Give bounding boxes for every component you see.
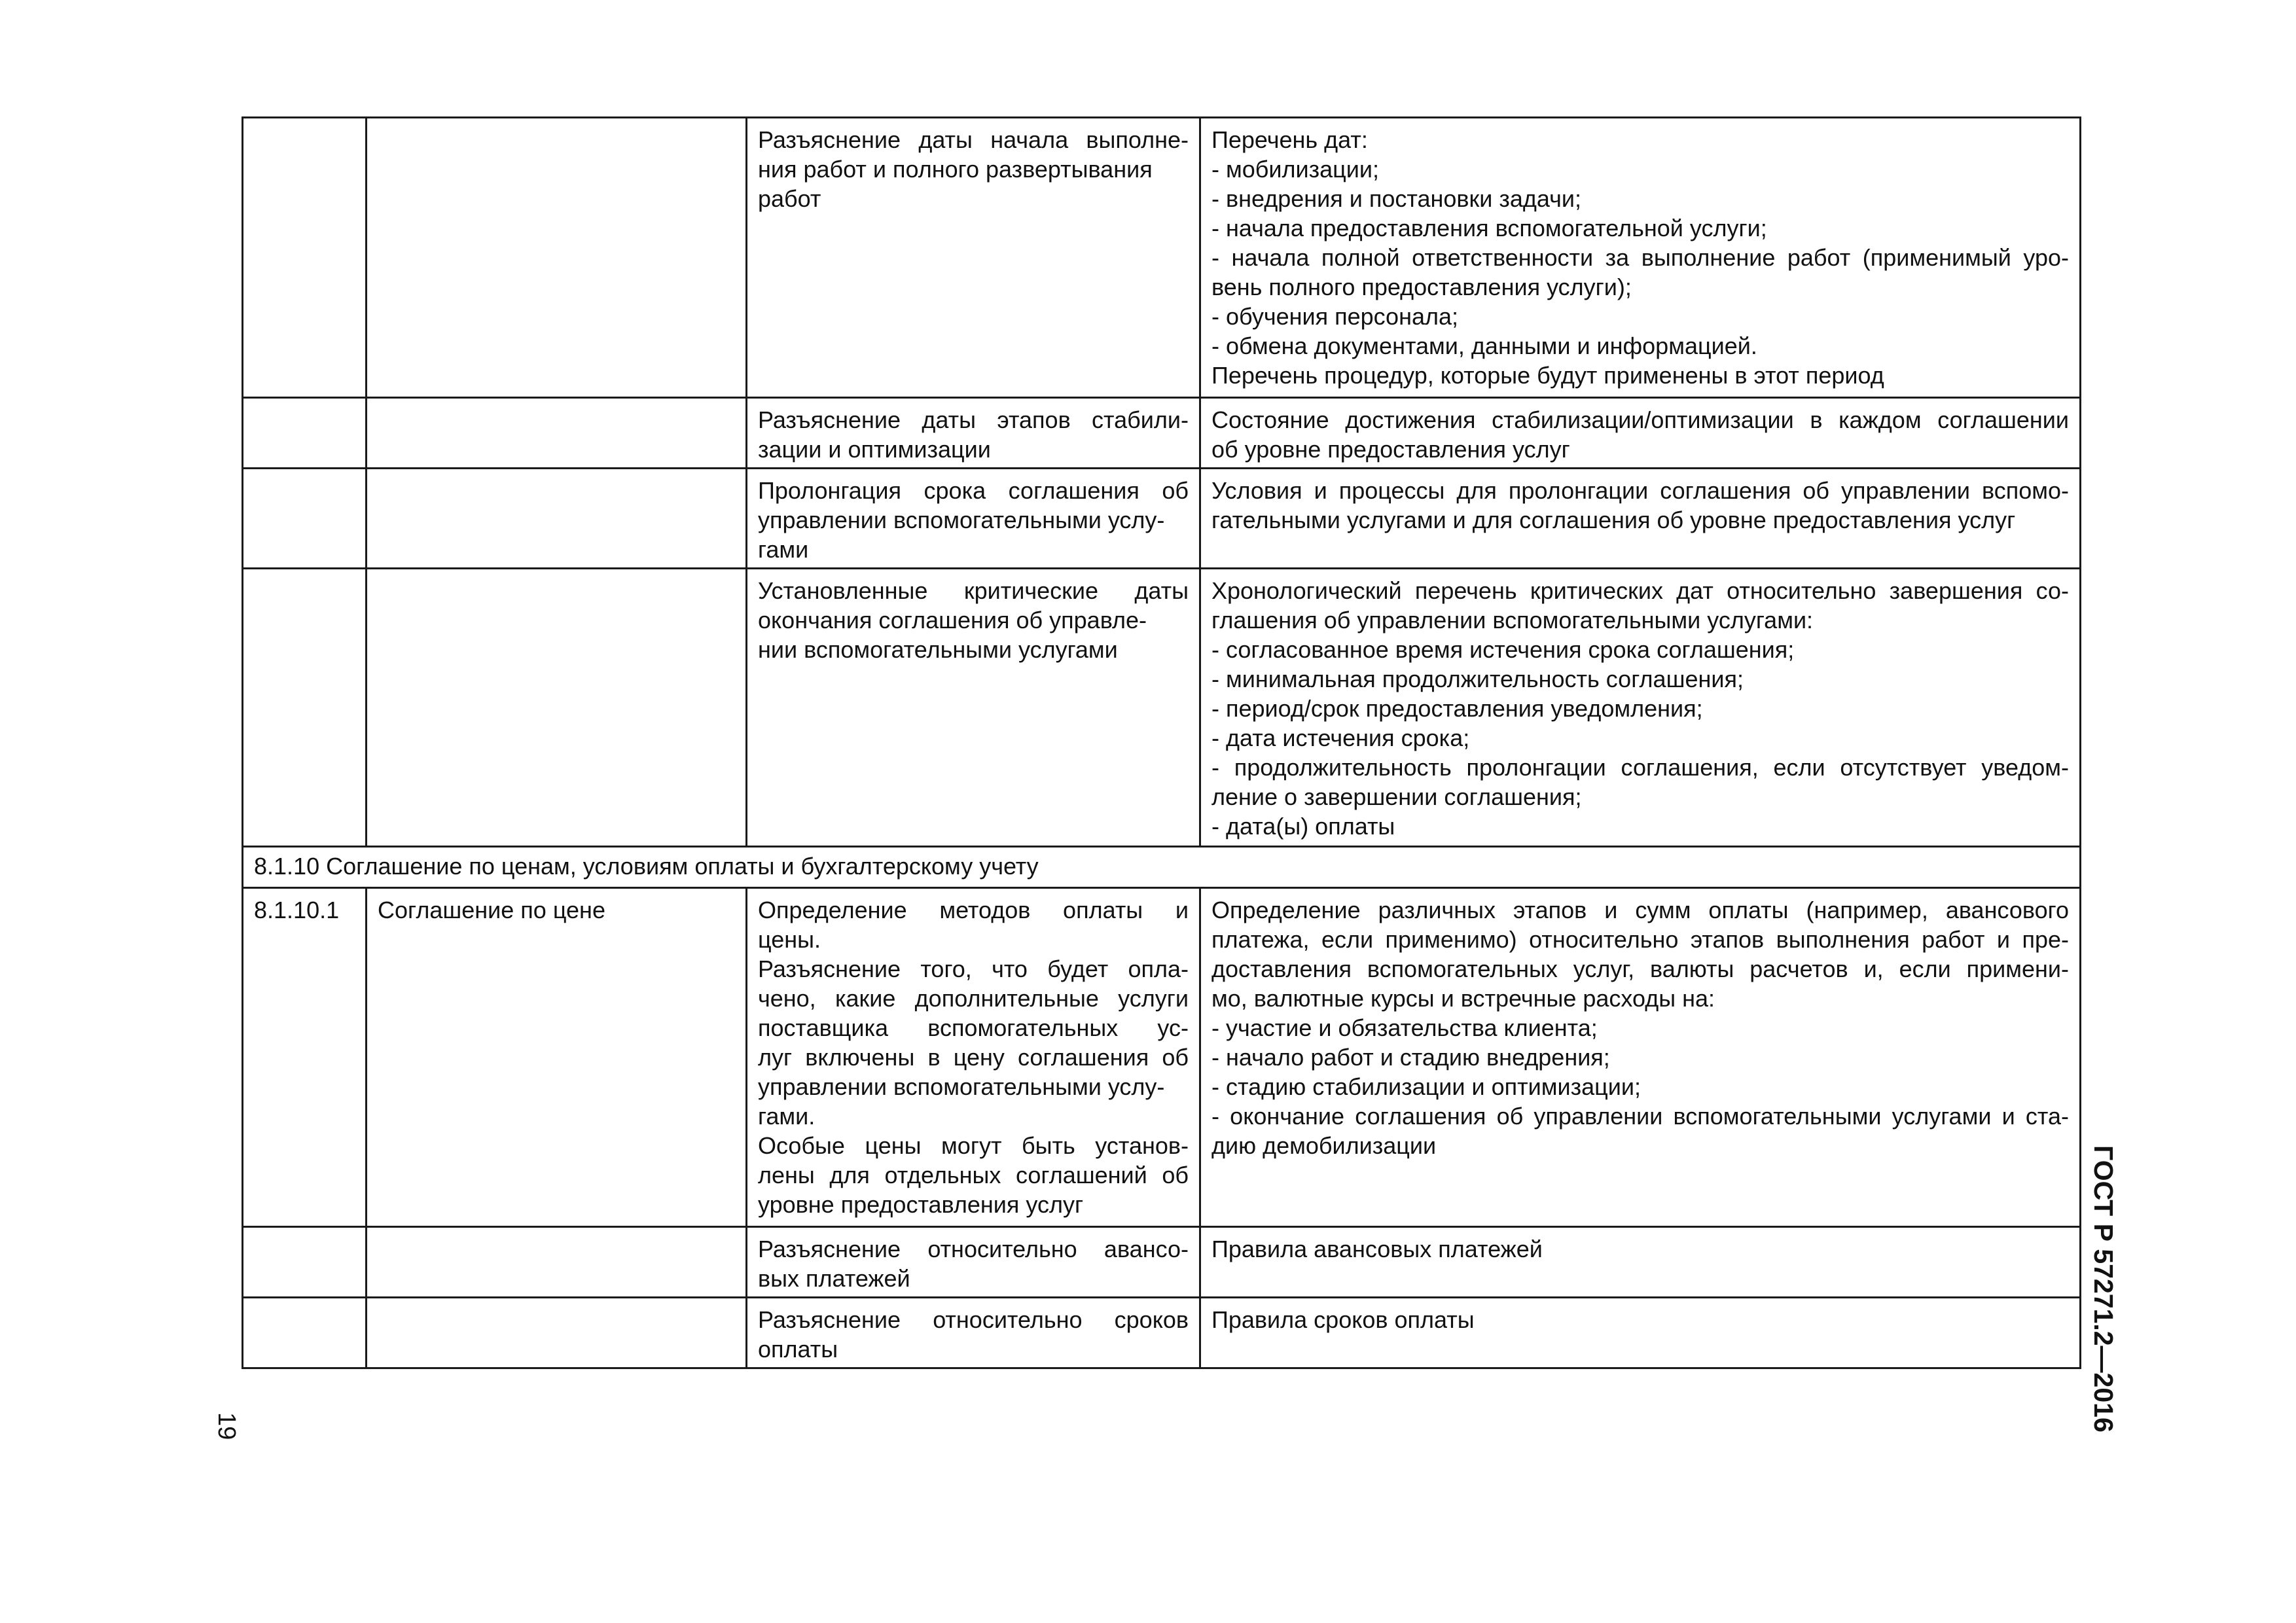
table-row <box>243 118 2081 398</box>
item-number-cell <box>243 398 367 469</box>
item-subject-cell <box>367 569 747 847</box>
item-content-cell <box>1200 118 2081 398</box>
content-line: Правила авансовых платежей <box>1211 1236 1543 1262</box>
item-topic-cell <box>747 1227 1200 1298</box>
content-line: ление о завершении соглашения; <box>1211 783 1582 810</box>
content-line: - начало работ и стадию внедрения; <box>1211 1044 1610 1071</box>
table-row <box>243 469 2081 569</box>
table-row <box>243 569 2081 847</box>
content-line: - дата(ы) оплаты <box>1211 813 1395 840</box>
topic-line: окончания соглашения об управле- <box>758 607 1147 633</box>
content-line: - начала предоставления вспомогательной услуги; <box>1211 215 1767 241</box>
content-line: Перечень дат: <box>1211 126 1368 153</box>
content-line: - обмена документами, данными и информацией. <box>1211 332 1757 359</box>
item-subject-cell <box>367 1298 747 1368</box>
topic-line: чено, какие дополнительные услуги <box>758 985 1189 1012</box>
topic-line: Установленные критические даты <box>758 577 1189 604</box>
content-line: доставления вспомогательных услуг, валюты расчетов и, если примени- <box>1211 955 2069 982</box>
content-line: об уровне предоставления услуг <box>1211 436 1570 463</box>
topic-line: лены для отдельных соглашений об <box>758 1162 1189 1188</box>
topic-line: нии вспомогательными услугами <box>758 636 1118 663</box>
document-code: ГОСТ Р 57271.2—2016 <box>2089 1145 2119 1433</box>
content-line: Условия и процессы для пролонгации соглашения об управлении вспомо- <box>1211 477 2069 504</box>
topic-line: Разъяснение даты этапов стабили- <box>758 406 1189 433</box>
content-line: гательными услугами и для соглашения об уровне предоставления услуг <box>1211 507 2016 533</box>
item-topic-cell <box>747 1298 1200 1368</box>
table-row <box>243 1298 2081 1368</box>
content-line: - дата истечения срока; <box>1211 724 1470 751</box>
section-heading: 8.1.10 Соглашение по ценам, условиям оплаты и бухгалтерскому учету <box>243 847 2081 888</box>
topic-line: оплаты <box>758 1336 838 1363</box>
topic-line: Разъяснение того, что будет опла- <box>758 955 1189 982</box>
item-number-cell <box>243 469 367 569</box>
topic-line: зации и оптимизации <box>758 436 991 463</box>
section-heading-row <box>243 847 2081 888</box>
item-content-cell <box>1200 569 2081 847</box>
content-line: - минимальная продолжительность соглашения; <box>1211 666 1744 692</box>
topic-line: Разъяснение относительно авансо- <box>758 1236 1189 1262</box>
item-topic-cell <box>747 888 1200 1227</box>
item-number-cell <box>243 1298 367 1368</box>
topic-line: Определение методов оплаты и <box>758 897 1189 923</box>
content-line: - мобилизации; <box>1211 156 1379 183</box>
content-line: мо, валютные курсы и встречные расходы на: <box>1211 985 1715 1012</box>
content-line: - продолжительность пролонгации соглашения, если отсутствует уведом- <box>1211 754 2069 781</box>
content-line: Состояние достижения стабилизации/оптимизации в каждом соглашении <box>1211 406 2069 433</box>
item-content-cell <box>1200 469 2081 569</box>
item-subject-cell: Соглашение по цене <box>367 888 747 1227</box>
content-line: - стадию стабилизации и оптимизации; <box>1211 1073 1641 1100</box>
item-content-cell <box>1200 888 2081 1227</box>
topic-line: уровне предоставления услуг <box>758 1191 1084 1218</box>
topic-line: гами <box>758 536 809 563</box>
topic-line: Разъяснение относительно сроков <box>758 1306 1189 1333</box>
content-line: Правила сроков оплаты <box>1211 1306 1475 1333</box>
table-row <box>243 398 2081 469</box>
item-content-cell <box>1200 398 2081 469</box>
topic-line: вых платежей <box>758 1265 910 1292</box>
topic-line: луг включены в цену соглашения об <box>758 1044 1189 1071</box>
content-line: Определение различных этапов и сумм оплаты (например, авансового <box>1211 897 2069 923</box>
item-subject-cell <box>367 398 747 469</box>
item-number-cell <box>243 118 367 398</box>
topic-line: цены. <box>758 926 821 953</box>
table-row <box>243 888 2081 1227</box>
content-line: глашения об управлении вспомогательными услугами: <box>1211 607 1814 633</box>
content-line: дию демобилизации <box>1211 1132 1437 1159</box>
item-number-cell: 8.1.10.1 <box>243 888 367 1227</box>
item-subject-cell <box>367 1227 747 1298</box>
topic-line: Особые цены могут быть установ- <box>758 1132 1189 1159</box>
table-row <box>243 1227 2081 1298</box>
item-topic-cell <box>747 569 1200 847</box>
content-line: платежа, если применимо) относительно этапов выполнения работ и пре- <box>1211 926 2069 953</box>
content-line: - начала полной ответственности за выполнение работ (применимый уро- <box>1211 244 2069 271</box>
topic-line: работ <box>758 185 821 212</box>
content-line: вень полного предоставления услуги); <box>1211 274 1632 300</box>
item-number-cell <box>243 569 367 847</box>
content-line: - обучения персонала; <box>1211 303 1458 330</box>
topic-line: гами. <box>758 1103 816 1130</box>
content-line: - участие и обязательства клиента; <box>1211 1014 1598 1041</box>
item-topic-cell <box>747 398 1200 469</box>
item-number-cell <box>243 1227 367 1298</box>
topic-line: Пролонгация срока соглашения об <box>758 477 1189 504</box>
topic-line: управлении вспомогательными услу- <box>758 1073 1165 1100</box>
content-line: - внедрения и постановки задачи; <box>1211 185 1582 212</box>
item-content-cell <box>1200 1298 2081 1368</box>
topic-line: ния работ и полного развертывания <box>758 156 1153 183</box>
item-content-cell <box>1200 1227 2081 1298</box>
content-line: - окончание соглашения об управлении вспомогательными услугами и ста- <box>1211 1103 2069 1130</box>
topic-line: управлении вспомогательными услу- <box>758 507 1165 533</box>
item-subject-cell <box>367 469 747 569</box>
page-number: 19 <box>213 1412 240 1440</box>
content-line: - период/срок предоставления уведомления; <box>1211 695 1703 722</box>
content-line: - согласованное время истечения срока соглашения; <box>1211 636 1795 663</box>
item-topic-cell <box>747 469 1200 569</box>
item-topic-cell <box>747 118 1200 398</box>
topic-line: поставщика вспомогательных ус- <box>758 1014 1189 1041</box>
content-line: Хронологический перечень критических дат относительно завершения со- <box>1211 577 2069 604</box>
item-subject-cell <box>367 118 747 398</box>
requirements-table <box>242 116 2081 1369</box>
topic-line: Разъяснение даты начала выполне- <box>758 126 1189 153</box>
content-line: Перечень процедур, которые будут применены в этот период <box>1211 362 1884 389</box>
